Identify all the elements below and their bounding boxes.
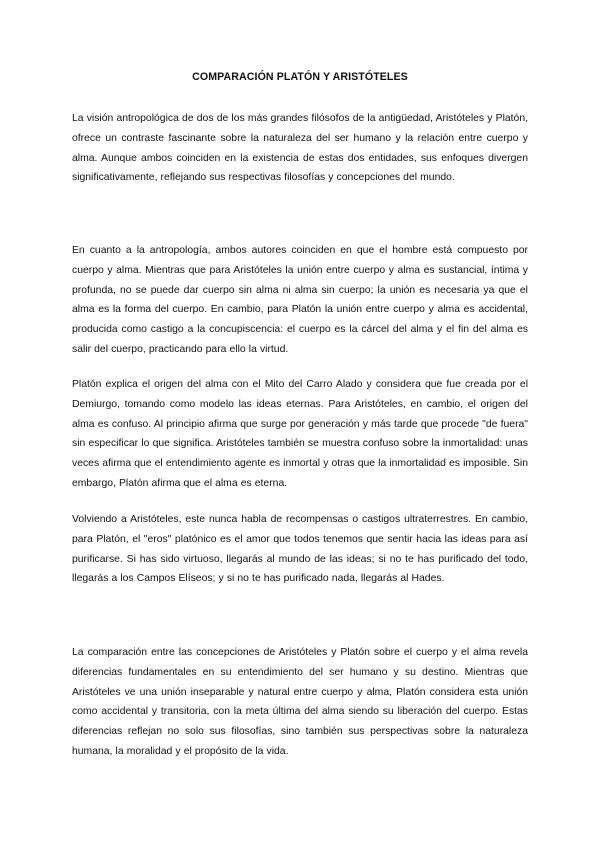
paragraph-introduction: La visión antropológica de dos de los más grandes filósofos de la antigüedad, Aristóteles y Platón, ofrece un contraste fascinante sobre la naturaleza del ser humano y la relación entre cuerpo y alma. Aunque ambos coinciden en la existencia de estas dos entidades, sus enfoques divergen significativamente, reflejando sus respectivas filosofías y concepciones del mundo. bbox=[72, 113, 528, 184]
paragraph-anthropology: En cuanto a la antropología, ambos autores coinciden en que el hombre está compuesto por cuerpo y alma. Mientras que para Aristóteles la unión entre cuerpo y alma es sustancial, íntima y profunda, no se puede dar cuerpo sin alma ni alma sin cuerpo; la unión es necesaria ya que el alma es la forma del cuerpo. En cambio, para Platón la unión entre cuerpo y alma es accidental, producida como castigo a la concupiscencia: el cuerpo es la cárcel del alma y el fin del alma es salir del cuerpo, practicando para ello la virtud. bbox=[72, 245, 528, 355]
document-title: COMPARACIÓN PLATÓN Y ARISTÓTELES bbox=[192, 71, 408, 83]
paragraph-afterlife: Volviendo a Aristóteles, este nunca habla de recompensas o castigos ultraterrestres. En cambio, para Platón, el "eros" platónico es el amor que todos tenemos que sentir hacia las ideas para así purificarse. Si has sido virtuoso, llegarás al mundo de las ideas; si no te has purificado del todo, llegarás a los Campos Elíseos; y si no te has purificado nada, llegarás al Hades. bbox=[72, 514, 528, 585]
paragraph-origin-of-soul: Platón explica el origen del alma con el Mito del Carro Alado y considera que fue creada por el Demiurgo, tomando como modelo las ideas eternas. Para Aristóteles, en cambio, el origen del alma es confuso. Al principio afirma que surge por generación y más tarde que procede "de fuera" sin especificar lo que significa. Aristóteles también se muestra confuso sobre la inmortalidad: unas veces afirma que el entendimiento agente es inmortal y otras que la inmortalidad es imposible. Sin embargo, Platón afirma que el alma es eterna. bbox=[72, 379, 528, 489]
paragraph-conclusion: La comparación entre las concepciones de Aristóteles y Platón sobre el cuerpo y el alma revela diferencias fundamentales en su entendimiento del ser humano y su destino. Mientras que Aristóteles ve una unión inseparable y natural entre cuerpo y alma, Platón considera esta unión como accidental y transitoria, con la meta última del alma siendo su liberación del cuerpo. Estas diferencias reflejan no solo sus filosofías, sino también sus perspectivas sobre la naturaleza humana, la moralidad y el propósito de la vida. bbox=[72, 647, 528, 757]
